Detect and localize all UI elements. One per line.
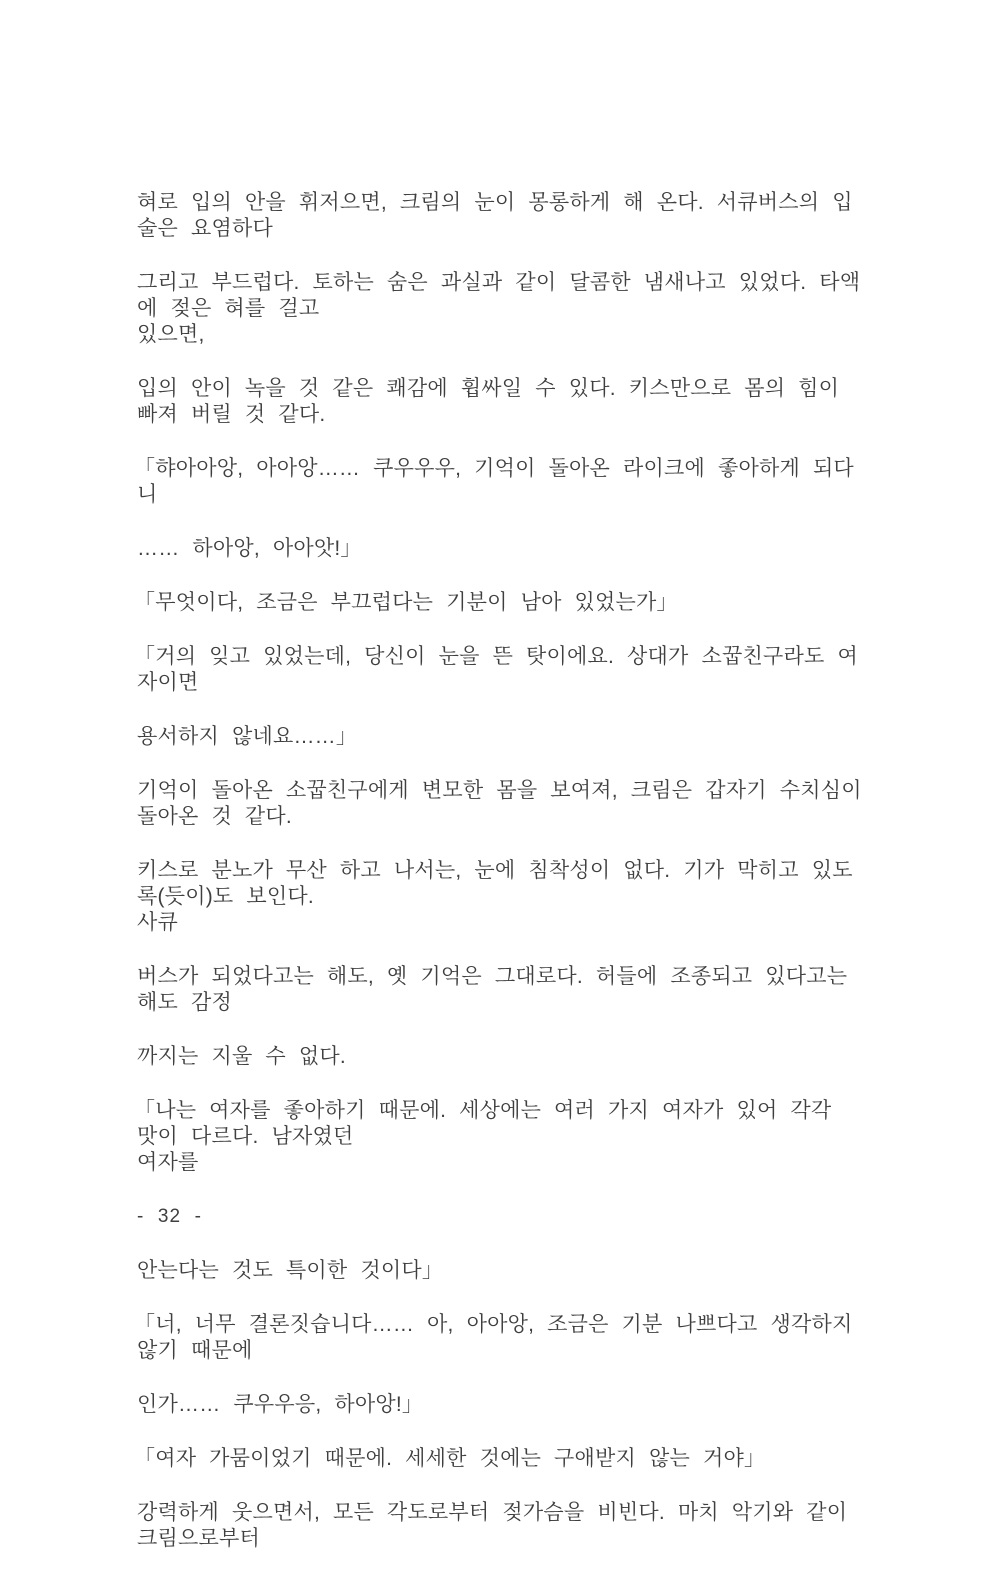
- paragraph-line: 강력하게 웃으면서, 모든 각도로부터 젖가슴을 비빈다. 마치 악기와 같이 크림으로부터: [137, 1501, 848, 1550]
- paragraph: [134, 1446, 863, 1472]
- paragraph: [137, 190, 863, 242]
- paragraph-line: 까지는 지울 수 없다.: [137, 1045, 346, 1068]
- paragraph: [137, 376, 863, 428]
- paragraph: [134, 590, 863, 616]
- paragraph-line: 용서하지 않네요……」: [137, 725, 358, 748]
- paragraph: [137, 1500, 863, 1552]
- paragraph: [137, 858, 863, 936]
- paragraph-line: 기억이 돌아온 소꿉친구에게 변모한 몸을 보여져, 크림은 갑자기 수치심이 돌아온 것 같다.: [137, 779, 862, 828]
- paragraph-line: 키스로 분노가 무산 하고 나서는, 눈에 침착성이 없다. 기가 막히고 있도록(듯이)도 보인다.: [137, 859, 853, 908]
- paragraph-line: 사큐: [137, 911, 178, 934]
- paragraph-line: 그리고 부드럽다. 토하는 숨은 과실과 같이 달콤한 냄새나고 있었다. 타액에 젖은 혀를 걸고: [137, 271, 861, 320]
- paragraph-line: 혀로 입의 안을 휘저으면, 크림의 눈이 몽롱하게 해 온다. 서큐버스의 입술은 요염하다: [137, 191, 853, 240]
- paragraph: [137, 778, 863, 830]
- paragraph-line: 「나는 여자를 좋아하기 때문에. 세상에는 여러 가지 여자가 있어 각각 맛이 다르다. 남자였던: [134, 1099, 832, 1148]
- paragraph-line: 「너, 너무 결론짓습니다…… 아, 아아앙, 조금은 기분 나쁘다고 생각하지 않기 때문에: [134, 1313, 853, 1362]
- paragraph-line: …… 하아앙, 아아앗!」: [137, 537, 362, 560]
- paragraph-line: 「무엇이다, 조금은 부끄럽다는 기분이 남아 있었는가」: [134, 591, 678, 614]
- paragraph: [134, 644, 863, 696]
- paragraph-line: 버스가 되었다고는 해도, 옛 기억은 그대로다. 허들에 조종되고 있다고는 해도 감정: [137, 965, 848, 1014]
- paragraph-line: 있으면,: [137, 323, 205, 346]
- paragraph: [134, 1098, 863, 1176]
- paragraph-line: 여자를: [137, 1151, 199, 1174]
- paragraph: [137, 536, 863, 562]
- document-body: [134, 190, 863, 1580]
- paragraph-line: 입의 안이 녹을 것 같은 쾌감에 휩싸일 수 있다. 키스만으로 몸의 힘이 빠져 버릴 것 같다.: [137, 377, 840, 426]
- paragraph: [134, 1312, 863, 1364]
- paragraph: [137, 1258, 863, 1284]
- page-number: [137, 1204, 863, 1230]
- paragraph-line: 「여자 가뭄이었기 때문에. 세세한 것에는 구애받지 않는 거야」: [134, 1447, 766, 1470]
- paragraph-line: 「거의 잊고 있었는데, 당신이 눈을 뜬 탓이에요. 상대가 소꿉친구라도 여자이면: [134, 645, 858, 694]
- paragraph: [137, 1044, 863, 1070]
- paragraph-line: 안는다는 것도 특이한 것이다」: [137, 1259, 444, 1282]
- paragraph: [137, 724, 863, 750]
- paragraph: [137, 964, 863, 1016]
- page-number-label: - 32 -: [137, 1206, 203, 1227]
- paragraph-line: 「햐아아앙, 아아앙…… 쿠우우우, 기억이 돌아온 라이크에 좋아하게 되다니: [134, 457, 854, 506]
- paragraph: [134, 456, 863, 508]
- paragraph: [137, 1392, 863, 1418]
- paragraph: [137, 270, 863, 348]
- paragraph-line: 인가…… 쿠우우응, 하아앙!」: [137, 1393, 424, 1416]
